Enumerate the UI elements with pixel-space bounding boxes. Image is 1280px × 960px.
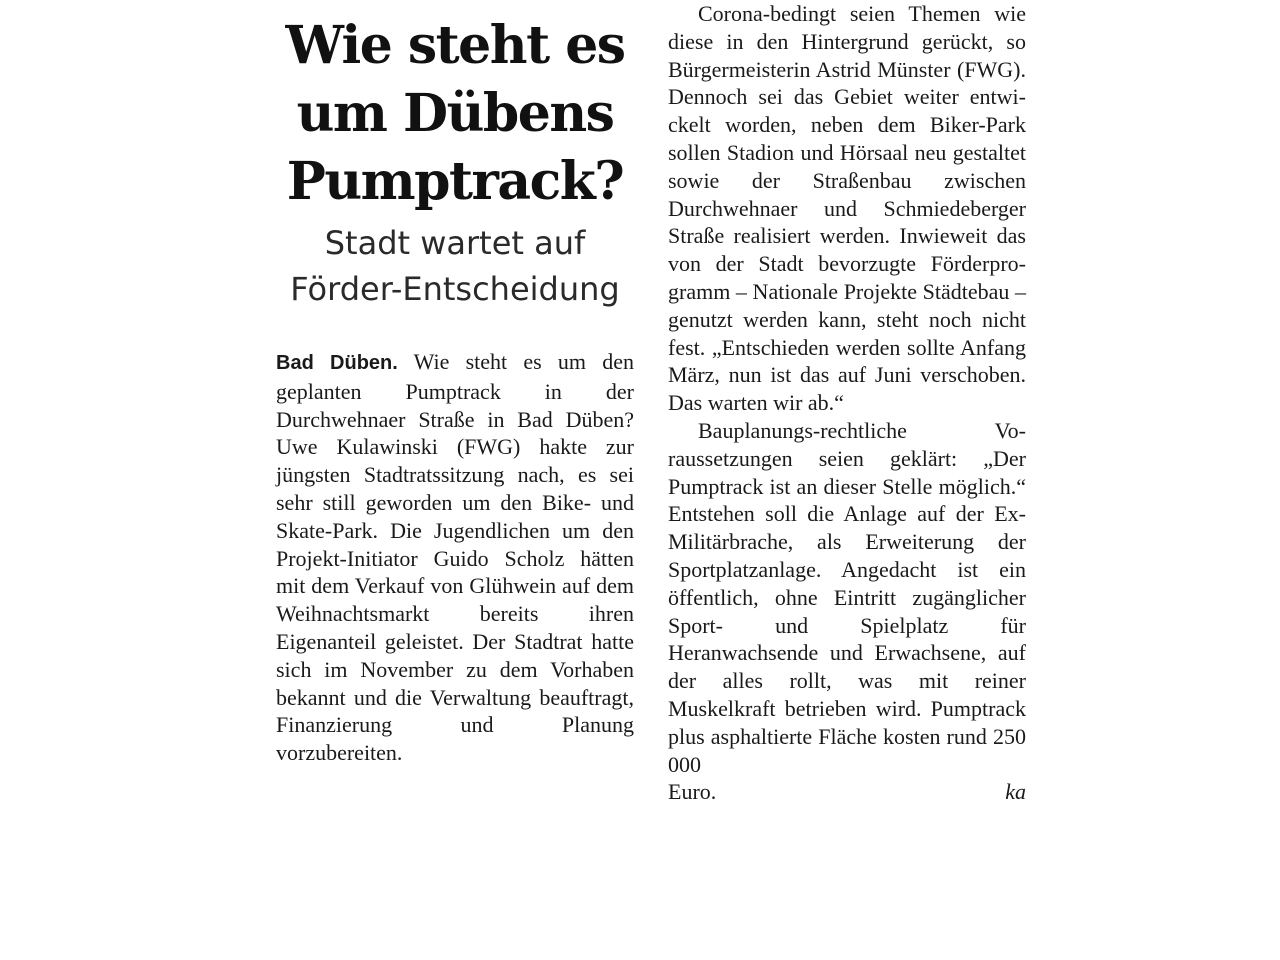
headline: Wie steht es um Dübens Pumptrack? bbox=[285, 15, 625, 212]
article-body-left bbox=[276, 348, 634, 767]
closing-word: Euro. bbox=[668, 779, 717, 805]
left-column bbox=[276, 0, 634, 767]
paragraph-2: Corona-bedingt seien Themen wie diese in den Hintergrund gerückt, so Bürgermeisterin Astrid Münster (FWG). Dennoch sei das Gebiet weiter entwickelt worden, neben dem Biker-Park sollen Stadion und Hörsaal neu gestaltet sowie der Straßenbau zwischen Durchwehnaer und Schmiedeberger Straße realisiert werden. Inwieweit das von der Stadt bevorzugte Förderprogramm – Nationale Projekte Städtebau – genutzt werden kann, steht noch nicht fest. „Entschieden werden sollte Anfang März, nun ist das auf Juni verschoben. Das warten wir ab.“ bbox=[668, 1, 1026, 416]
paragraph-3: Bauplanungs-rechtliche Voraussetzungen seien geklärt: „Der Pumptrack ist an dieser Stelle möglich.“ Entstehen soll die Anlage auf der Ex-Militärbrache, als Erweiterung der Sportplatzanlage. Angedacht ist ein öffentlich, ohne Eintritt zugänglicher Sport- und Spielplatz für Heranwachsende und Erwachsene, auf der alles rollt, was mit reiner Muskelkraft betrieben wird. Pumptrack plus asphaltierte Fläche kosten rund 250 000 bbox=[668, 417, 1026, 777]
dateline: Bad Düben. bbox=[276, 352, 398, 374]
paragraph-1 bbox=[276, 348, 634, 767]
subheadline: Stadt wartet auf Förder-Entscheidung bbox=[290, 224, 620, 308]
right-column bbox=[668, 0, 1026, 806]
closing-line bbox=[668, 778, 1026, 806]
paragraph-1-text: Wie steht es um den geplanten Pumptrack in der Durchwehnaer Straße in Bad Düben? Uwe Kulawinski (FWG) hakte zur jüngsten Stadtratssitzung nach, es sei sehr still geworden um den Bike- und Skate-Park. Die Jugendlichen um den Projekt-Initiator Guido Scholz hätten mit dem Verkauf von Glühwein auf dem Weihnachtsmarkt bereits ihren Eigenanteil geleistet. Der Stadtrat hatte sich im November zu dem Vorhaben bekannt und die Verwaltung beauftragt, Finanzierung und Planung vorzubereiten. bbox=[276, 349, 634, 766]
author-signature: ka bbox=[1005, 779, 1026, 805]
